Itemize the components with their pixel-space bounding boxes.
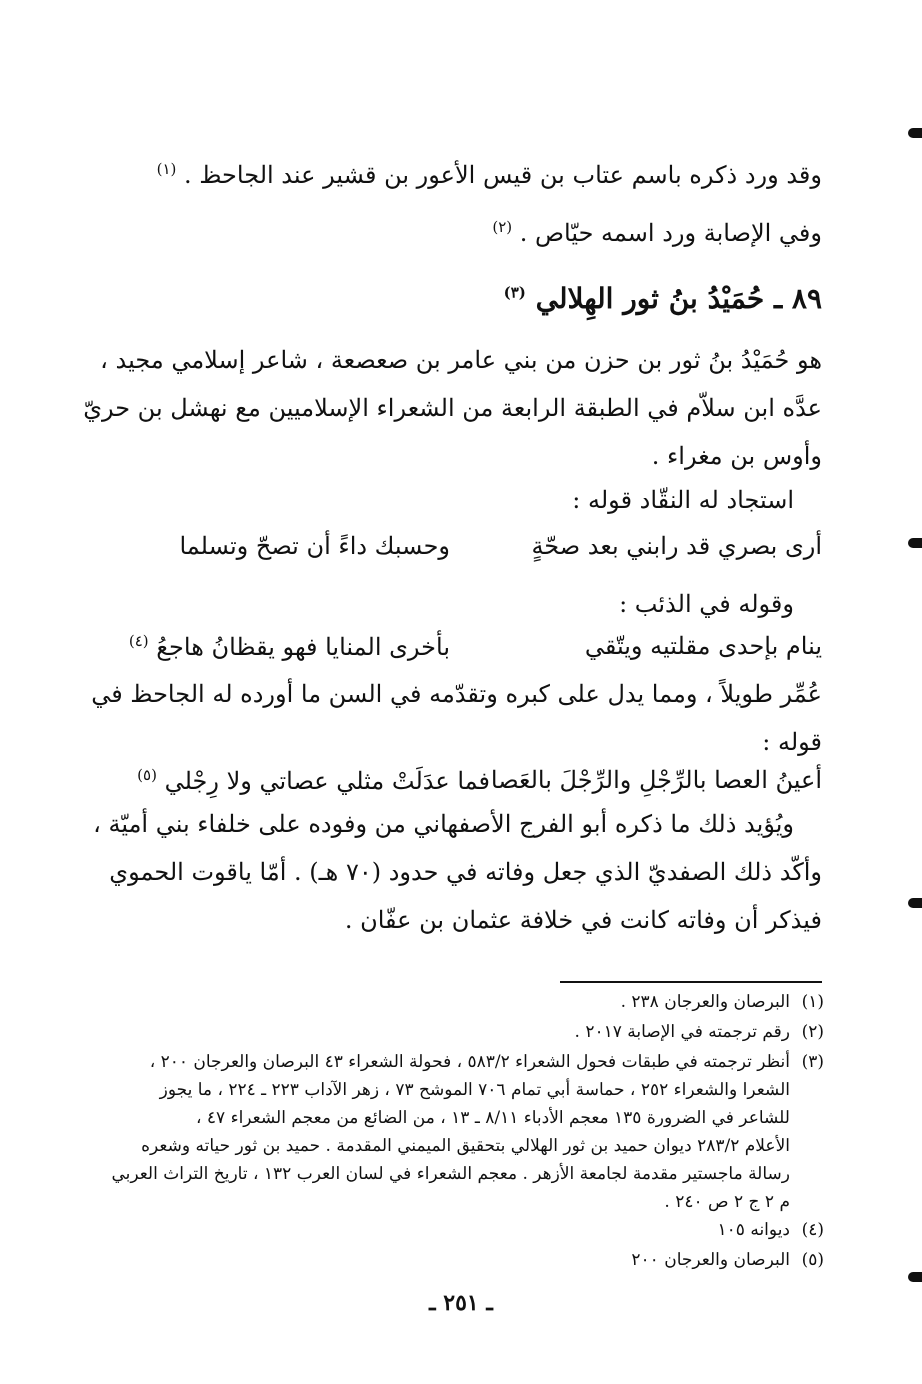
footnote-continuation: للشاعر في الضرورة ١٣٥ معجم الأدباء ٨/١١ ـ ١٣ ، من الضائع من معجم الشعراء ٤٧ ، xyxy=(196,1108,790,1128)
footnote-continuation: رسالة ماجستير مقدمة لجامعة الأزهر . معجم الشعراء في لسان العرب ١٣٢ ، تاريخ التراث العربي xyxy=(111,1164,790,1184)
footnote-marker[interactable]: (٥) xyxy=(137,766,157,784)
edge-mark xyxy=(908,128,922,138)
footnote-marker[interactable]: (١) xyxy=(156,160,177,178)
footnote-separator xyxy=(560,981,822,983)
page-number: ـ ٢٥١ ـ xyxy=(429,1290,493,1316)
text-line xyxy=(140,160,822,189)
footnote-continuation: م ٢ ج ٢ ص ٢٤٠ . xyxy=(664,1192,790,1212)
footnote xyxy=(140,1250,824,1270)
verse-text: بأخرى المنايا فهو يقظانُ هاجعُ xyxy=(156,633,450,661)
paragraph-line: عُمِّر طويلاً ، ومما يدل على كبره وتقدّمه في السن ما أورده له الجاحظ في xyxy=(91,680,822,708)
paragraph-line: وأكّد ذلك الصفديّ الذي جعل وفاته في حدود (٧٠ هـ) . أمّا ياقوت الحموي xyxy=(109,858,822,886)
text-line xyxy=(140,218,822,247)
verse-second-hemistich xyxy=(129,632,450,661)
edge-mark xyxy=(908,898,922,908)
footnote xyxy=(140,992,824,1012)
paragraph-line: استجاد له النقّاد قوله : xyxy=(572,486,794,514)
paragraph-line: ويُؤيد ذلك ما ذكره أبو الفرج الأصفهاني من وفوده على خلفاء بني أميّة ، xyxy=(93,810,794,838)
paragraph-line: وقوله في الذئب : xyxy=(619,590,794,618)
text-span: وقد ورد ذكره باسم عتاب بن قيس الأعور بن قشير عند الجاحظ . xyxy=(184,161,822,189)
edge-mark xyxy=(908,538,922,548)
footnote-number: (٥) xyxy=(801,1250,824,1270)
verse-second-hemistich xyxy=(137,766,490,795)
verse-first-hemistich: أرى بصري قد رابني بعد صحّةٍ xyxy=(531,532,822,560)
footnote-number: (٢) xyxy=(801,1022,824,1042)
footnote xyxy=(140,1022,824,1042)
footnote xyxy=(140,1220,824,1240)
footnote-text: البرصان والعرجان ٢٣٨ . xyxy=(620,992,790,1012)
paragraph-line: وأوس بن مغراء . xyxy=(651,442,822,470)
footnote-text: ديوانه ١٠٥ xyxy=(717,1220,790,1240)
footnote-marker[interactable]: (٣) xyxy=(503,283,526,302)
heading-text: ٨٩ ـ حُمَيْدُ بنُ ثور الهِلالي xyxy=(535,282,822,315)
footnote xyxy=(140,1052,824,1072)
footnote-marker[interactable]: (٤) xyxy=(128,632,149,650)
verse-text: فما عدَلَتْ مثلي عصاتي ولا رِجْلي xyxy=(164,767,490,795)
footnote-text: رقم ترجمته في الإصابة ٢٠١٧ . xyxy=(574,1022,790,1042)
paragraph-line: عدَّه ابن سلاّم في الطبقة الرابعة من الشعراء الإسلاميين مع نهشل بن حريّ xyxy=(83,394,822,422)
paragraph-line: هو حُمَيْدُ بنُ ثور بن حزن من بني عامر بن صعصعة ، شاعر إسلامي مجيد ، xyxy=(100,346,822,374)
section-heading xyxy=(140,282,822,315)
footnote-number: (١) xyxy=(801,992,824,1012)
footnote-number: (٣) xyxy=(801,1052,824,1072)
footnote-marker[interactable]: (٢) xyxy=(492,218,513,236)
footnote-text: أنظر ترجمته في طبقات فحول الشعراء ٥٨٣/٢ ، فحولة الشعراء ٤٣ البرصان والعرجان ٢٠٠ ، xyxy=(149,1052,790,1072)
verse-second-hemistich: وحسبك داءً أن تصحّ وتسلما xyxy=(179,532,450,560)
verse-first-hemistich: أعينُ العصا بالرِّجْلِ والرِّجْلَ بالعَصا xyxy=(490,766,822,794)
text-span: وفي الإصابة ورد اسمه حيّاص . xyxy=(519,219,822,247)
footnote-text: البرصان والعرجان ٢٠٠ xyxy=(631,1250,790,1270)
paragraph-line: فيذكر أن وفاته كانت في خلافة عثمان بن عفّان . xyxy=(344,906,822,934)
footnote-continuation: الأعلام ٢٨٣/٢ ديوان حميد بن ثور الهلالي بتحقيق الميمني المقدمة . حميد بن ثور حياته وشعره xyxy=(141,1136,790,1156)
edge-mark xyxy=(908,1272,922,1282)
footnote-continuation: الشعرا والشعراء ٢٥٢ ، حماسة أبي تمام ٧٠٦ الموشح ٧٣ ، زهر الآداب ٢٢٣ ـ ٢٢٤ ، ما يجوز xyxy=(159,1080,790,1100)
paragraph-line: قوله : xyxy=(762,728,822,756)
verse-first-hemistich: ينام بإحدى مقلتيه ويتّقي xyxy=(584,632,822,660)
footnote-number: (٤) xyxy=(801,1220,824,1240)
